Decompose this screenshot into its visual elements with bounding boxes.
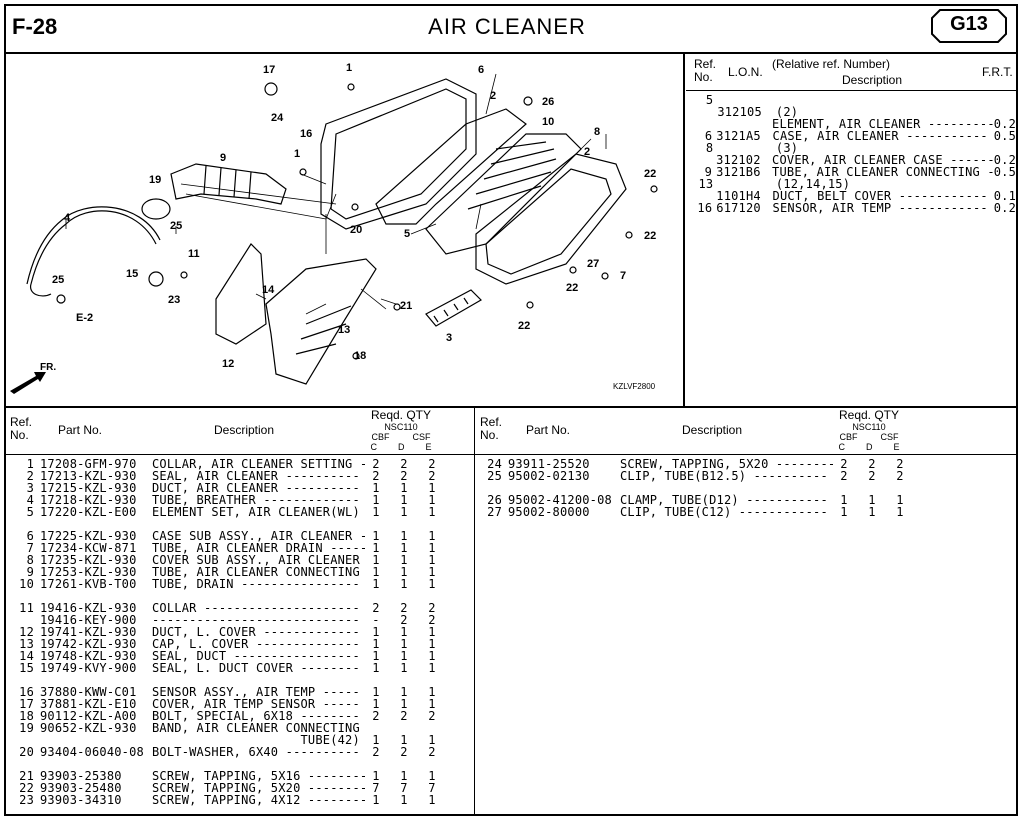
frt-desc: TUBE, AIR CLEANER CONNECTING - [772, 165, 995, 179]
qty-d: 1 [400, 553, 408, 567]
qty-e: 1 [428, 553, 436, 567]
qty-c: 2 [372, 709, 380, 723]
part-row [6, 746, 446, 758]
qty-d: 2 [400, 457, 408, 471]
part-ref: 27 [487, 505, 502, 519]
frt-lon: 312102 [716, 153, 761, 167]
part-description: ---------------------------- [152, 613, 360, 627]
frt-desc: SENSOR, AIR TEMP ------------ [772, 201, 988, 215]
frt-header-line [686, 90, 1016, 91]
seal-shape [376, 109, 526, 224]
callout-17: 17 [263, 64, 276, 76]
parts-desc-header-left: Description [214, 423, 275, 437]
qty-c: 1 [372, 769, 380, 783]
part-description: COVER SUB ASSY., AIR CLEANER [152, 553, 360, 567]
part-description: TUBE, AIR CLEANER CONNECTING [152, 565, 360, 579]
qty-d: 1 [400, 493, 408, 507]
callout-13: 13 [338, 324, 351, 336]
part-ref: 1 [26, 457, 34, 471]
part-description: CLIP, TUBE(B12.5) ---------- [620, 469, 828, 483]
qty-c: 1 [372, 565, 380, 579]
qty-e: 1 [428, 685, 436, 699]
part-description: TUBE, AIR CLEANER DRAIN ----- [152, 541, 368, 555]
qty-c: 1 [372, 493, 380, 507]
page-title: AIR CLEANER [428, 14, 586, 39]
callout-20: 20 [350, 224, 363, 236]
qty-e: 1 [896, 505, 904, 519]
frt-value: 0.5 [993, 129, 1017, 143]
part-number: 17235-KZL-930 [40, 553, 137, 567]
part-row [6, 506, 446, 518]
part-number: 93404-06040-08 [40, 745, 144, 759]
part-description: SCREW, TAPPING, 5X16 -------- [152, 769, 368, 783]
qty-e: 1 [428, 565, 436, 579]
frt-frt-header: F.R.T. [982, 65, 1013, 79]
qty-e: 2 [428, 457, 436, 471]
part-number: 17261-KVB-T00 [40, 577, 137, 591]
callout-18: 18 [354, 350, 367, 362]
callout-11: 11 [188, 248, 200, 260]
callout-19: 19 [149, 174, 162, 186]
part-ref: 13 [19, 637, 34, 651]
callout-21: 21 [400, 300, 413, 312]
callout-9: 9 [220, 152, 227, 164]
qty-c: - [372, 613, 380, 627]
callout-10: 10 [542, 116, 555, 128]
part-description: SEAL, L. DUCT COVER -------- [152, 661, 360, 675]
qty-d: 1 [400, 565, 408, 579]
part-ref: 7 [26, 541, 34, 555]
part-number: 17234-KCW-871 [40, 541, 137, 555]
qty-d: 1 [400, 481, 408, 495]
qty-c: 2 [372, 745, 380, 759]
qty-c: 1 [372, 529, 380, 543]
part-description: TUBE(42) [152, 733, 360, 747]
part-description: COLLAR --------------------- [152, 601, 360, 615]
qty-c: 1 [372, 685, 380, 699]
qty-d: 1 [400, 625, 408, 639]
parts-partno-header-left: Part No. [58, 423, 103, 437]
qty-d: 7 [400, 781, 408, 795]
part-number: 90652-KZL-930 [40, 721, 137, 735]
callout-2a: 2 [490, 90, 497, 102]
diagram-divider [683, 52, 685, 408]
qty-d: 2 [400, 709, 408, 723]
part-ref: 2 [26, 469, 34, 483]
qty-e: 1 [428, 793, 436, 807]
qty-c: 1 [372, 577, 380, 591]
frt-relative-header: (Relative ref. Number) [772, 57, 891, 71]
part-row [474, 506, 914, 518]
callout-15: 15 [126, 268, 139, 280]
parts-partno-header-right: Part No. [526, 423, 571, 437]
parts-ref-header-left: Ref. No. [10, 415, 33, 442]
part-number: 17220-KZL-E00 [40, 505, 137, 519]
part-number: 95002-02130 [508, 469, 590, 483]
section-badge [930, 8, 1008, 44]
parts-qty-header-right: Reqd. QTY NSC110 CBF CSF C D E [838, 408, 900, 452]
parts-ref-header-right: Ref. No. [480, 415, 503, 442]
qty-e: 1 [428, 529, 436, 543]
part-number: 17208-GFM-970 [40, 457, 137, 471]
part-ref: 16 [19, 685, 34, 699]
part-ref: 5 [26, 505, 34, 519]
case-shape [321, 79, 476, 229]
part-ref: 15 [19, 661, 34, 675]
parts-list-left [6, 458, 446, 806]
callout-2b: 2 [584, 146, 591, 158]
qty-c: 1 [372, 481, 380, 495]
part-description: COLLAR, AIR CLEANER SETTING - [152, 457, 368, 471]
frt-lon: 3121B6 [716, 165, 761, 179]
part-row [6, 662, 446, 674]
qty-e: 2 [896, 457, 904, 471]
callout-12: 12 [222, 358, 235, 370]
part-description: SENSOR ASSY., AIR TEMP ----- [152, 685, 360, 699]
duct-shape [216, 244, 266, 344]
qty-d: 1 [400, 685, 408, 699]
part-number: 37881-KZL-E10 [40, 697, 137, 711]
frt-ref: 13 [698, 177, 714, 191]
qty-c: 1 [372, 649, 380, 663]
breather-tube-shape [31, 211, 156, 296]
part-number: 19749-KVY-900 [40, 661, 137, 675]
part-description: BOLT, SPECIAL, 6X18 -------- [152, 709, 360, 723]
callout-24: 24 [271, 112, 284, 124]
qty-e: 2 [896, 469, 904, 483]
part-description: DUCT, L. COVER ------------- [152, 625, 360, 639]
callout-1a: 1 [346, 62, 353, 74]
part-number: 93911-25520 [508, 457, 590, 471]
diagram-drawing [6, 54, 682, 404]
frt-ref: 8 [705, 141, 714, 155]
qty-d: 1 [400, 529, 408, 543]
qty-d: 1 [868, 505, 876, 519]
fr-arrow-icon [10, 372, 46, 394]
section-code: G13 [950, 13, 988, 35]
qty-c: 1 [372, 697, 380, 711]
callout-4: 4 [64, 212, 71, 224]
qty-c: 2 [372, 601, 380, 615]
qty-e: 1 [428, 769, 436, 783]
qty-d: 1 [400, 733, 408, 747]
qty-c: 2 [372, 457, 380, 471]
frt-lon: 3121A5 [716, 129, 761, 143]
qty-e: 1 [428, 493, 436, 507]
frt-value: 0.2 [993, 117, 1017, 131]
qty-e: 7 [428, 781, 436, 795]
part-description: TUBE, BREATHER ------------- [152, 493, 360, 507]
qty-e: 2 [428, 709, 436, 723]
callout-7: 7 [620, 270, 627, 282]
frt-value: 0.5 [993, 165, 1017, 179]
cover-shape [476, 154, 626, 284]
qty-e: 1 [428, 505, 436, 519]
part-row [6, 794, 446, 806]
part-description: SCREW, TAPPING, 5X20 -------- [620, 457, 836, 471]
part-ref: 14 [19, 649, 34, 663]
part-description: TUBE, DRAIN ---------------- [152, 577, 360, 591]
qty-e: 1 [896, 493, 904, 507]
part-number: 93903-25480 [40, 781, 122, 795]
frt-ref: 5 [705, 93, 714, 107]
qty-c: 2 [840, 469, 848, 483]
part-number: 37880-KWW-C01 [40, 685, 137, 699]
part-ref: 3 [26, 481, 34, 495]
part-ref: 22 [19, 781, 34, 795]
ref-label: E-2 [76, 312, 94, 324]
frt-value [987, 94, 1016, 106]
qty-e: 2 [428, 601, 436, 615]
part-ref: 12 [19, 625, 34, 639]
callout-5: 5 [404, 228, 411, 240]
part-ref: 6 [26, 529, 34, 543]
qty-e: 2 [428, 469, 436, 483]
frt-desc-header: Description [842, 73, 903, 87]
frt-row [686, 130, 1016, 142]
part-number: 19742-KZL-930 [40, 637, 137, 651]
frt-ref: 16 [697, 201, 713, 215]
callout-22b: 22 [644, 230, 657, 242]
frt-desc: (12,14,15) [775, 177, 851, 191]
parts-list-right [474, 458, 914, 518]
qty-c: 1 [372, 505, 380, 519]
callout-23: 23 [168, 294, 181, 306]
frt-desc: (2) [775, 105, 799, 119]
part-ref: 10 [19, 577, 34, 591]
part-ref: 21 [19, 769, 34, 783]
part-description: DUCT, AIR CLEANER ---------- [152, 481, 360, 495]
qty-c: 1 [372, 793, 380, 807]
frt-value: 0.1 [993, 189, 1017, 203]
part-ref: 18 [19, 709, 34, 723]
qty-d: 2 [868, 457, 876, 471]
frt-desc [776, 94, 987, 106]
part-number: 17218-KZL-930 [40, 493, 137, 507]
qty-e: 1 [428, 481, 436, 495]
part-number: 19416-KZL-930 [40, 601, 137, 615]
qty-d: 1 [400, 793, 408, 807]
qty-e: 1 [428, 697, 436, 711]
callout-25b: 25 [52, 274, 65, 286]
parts-qty-header-left: Reqd. QTY NSC110 CBF CSF C D E [370, 408, 432, 452]
part-number: 95002-41200-08 [508, 493, 612, 507]
qty-e: 1 [428, 625, 436, 639]
part-description: SCREW, TAPPING, 5X20 -------- [152, 781, 368, 795]
part-ref: 26 [487, 493, 502, 507]
part-description: BOLT-WASHER, 6X40 ---------- [152, 745, 360, 759]
frt-value: 0.2 [993, 201, 1017, 215]
part-ref: 23 [19, 793, 34, 807]
frt-desc: (3) [775, 141, 799, 155]
qty-d: 1 [400, 541, 408, 555]
qty-d: 1 [400, 661, 408, 675]
frt-row [686, 166, 1016, 178]
part-description: SEAL, DUCT ----------------- [152, 649, 360, 663]
frt-value: 0.2 [993, 153, 1017, 167]
qty-c: 2 [372, 469, 380, 483]
qty-d: 1 [400, 649, 408, 663]
part-ref: 4 [26, 493, 34, 507]
part-ref: 8 [26, 553, 34, 567]
part-number: 17253-KZL-930 [40, 565, 137, 579]
frt-desc: DUCT, BELT COVER ------------ [772, 189, 988, 203]
frt-lon: 617120 [716, 201, 761, 215]
part-row [6, 578, 446, 590]
qty-d: 1 [400, 505, 408, 519]
qty-e: 1 [428, 577, 436, 591]
part-description: CAP, L. COVER -------------- [152, 637, 360, 651]
exploded-diagram [6, 54, 682, 404]
qty-c: 2 [840, 457, 848, 471]
part-number: 19748-KZL-930 [40, 649, 137, 663]
callout-25a: 25 [170, 220, 183, 232]
parts-desc-header-right: Description [682, 423, 743, 437]
part-number: 17215-KZL-930 [40, 481, 137, 495]
frt-ref-header: Ref. No. [694, 57, 717, 84]
qty-e: 1 [428, 661, 436, 675]
callout-22c: 22 [566, 282, 579, 294]
part-number: 17225-KZL-930 [40, 529, 137, 543]
part-description: CLIP, TUBE(C12) ------------ [620, 505, 828, 519]
qty-d: 1 [400, 769, 408, 783]
callout-8: 8 [594, 126, 601, 138]
callout-22d: 22 [518, 320, 531, 332]
part-number: 93903-25380 [40, 769, 122, 783]
callout-1b: 1 [294, 148, 301, 160]
callout-22a: 22 [644, 168, 657, 180]
part-description: SCREW, TAPPING, 4X12 -------- [152, 793, 368, 807]
part-number: 95002-80000 [508, 505, 590, 519]
part-ref: 11 [19, 601, 34, 615]
frt-lon: 312105 [717, 105, 762, 119]
qty-d: 2 [400, 613, 408, 627]
qty-c: 1 [372, 553, 380, 567]
fr-label: FR. [40, 362, 57, 373]
qty-e: 1 [428, 649, 436, 663]
qty-c: 7 [372, 781, 380, 795]
qty-e: 1 [428, 541, 436, 555]
part-description: BAND, AIR CLEANER CONNECTING [152, 721, 360, 735]
qty-d: 1 [868, 493, 876, 507]
qty-d: 1 [400, 637, 408, 651]
part-description: SEAL, AIR CLEANER ---------- [152, 469, 360, 483]
frt-ref: 9 [704, 165, 713, 179]
frt-row [686, 202, 1016, 214]
parts-header-line [6, 454, 1016, 455]
part-ref: 19 [19, 721, 34, 735]
frt-desc: COVER, AIR CLEANER CASE ------ [772, 153, 995, 167]
diagram-code: KZLVF2800 [613, 382, 656, 391]
qty-d: 2 [400, 469, 408, 483]
page-code: F-28 [12, 14, 58, 39]
frt-ref [686, 106, 713, 118]
qty-c: 1 [372, 637, 380, 651]
qty-d: 2 [400, 601, 408, 615]
connecting-tube-shape [171, 164, 286, 204]
callout-6: 6 [478, 64, 485, 76]
part-description: CLAMP, TUBE(D12) ----------- [620, 493, 828, 507]
frt-desc: ELEMENT, AIR CLEANER --------- [772, 117, 995, 131]
part-row [474, 470, 914, 482]
part-number: 17213-KZL-930 [40, 469, 137, 483]
part-description: ELEMENT SET, AIR CLEANER(WL) [152, 505, 360, 519]
qty-e: 2 [428, 745, 436, 759]
callout-16: 16 [300, 128, 313, 140]
part-number: 19741-KZL-930 [40, 625, 137, 639]
part-number: 19416-KEY-900 [40, 613, 137, 627]
qty-d: 1 [400, 697, 408, 711]
qty-e: 1 [428, 637, 436, 651]
part-ref: 24 [487, 457, 502, 471]
qty-c: 1 [840, 493, 848, 507]
part-number: 90112-KZL-A00 [40, 709, 137, 723]
qty-d: 2 [400, 745, 408, 759]
part-description: CASE SUB ASSY., AIR CLEANER - [152, 529, 368, 543]
callout-27: 27 [587, 258, 600, 270]
qty-e: 2 [428, 613, 436, 627]
qty-d: 1 [400, 577, 408, 591]
qty-c: 1 [840, 505, 848, 519]
qty-c: 1 [372, 625, 380, 639]
part-ref: 25 [487, 469, 502, 483]
part-ref: 9 [26, 565, 34, 579]
qty-e: 1 [428, 733, 436, 747]
part-description: COVER, AIR TEMP SENSOR ----- [152, 697, 360, 711]
callout-26: 26 [542, 96, 555, 108]
qty-c: 1 [372, 733, 380, 747]
callout-14: 14 [262, 284, 275, 296]
frt-ref: 6 [704, 129, 713, 143]
qty-d: 2 [868, 469, 876, 483]
part-ref: 17 [19, 697, 34, 711]
element-shape [426, 134, 581, 254]
frt-lon-header: L.O.N. [728, 65, 763, 79]
part-number: 93903-34310 [40, 793, 122, 807]
qty-c: 1 [372, 541, 380, 555]
frt-desc: CASE, AIR CLEANER ----------- [772, 129, 988, 143]
callout-3: 3 [446, 332, 453, 344]
part-ref: 20 [19, 745, 34, 759]
frt-lon: 1101H4 [716, 189, 761, 203]
qty-c: 1 [372, 661, 380, 675]
frt-rows [686, 94, 1016, 214]
